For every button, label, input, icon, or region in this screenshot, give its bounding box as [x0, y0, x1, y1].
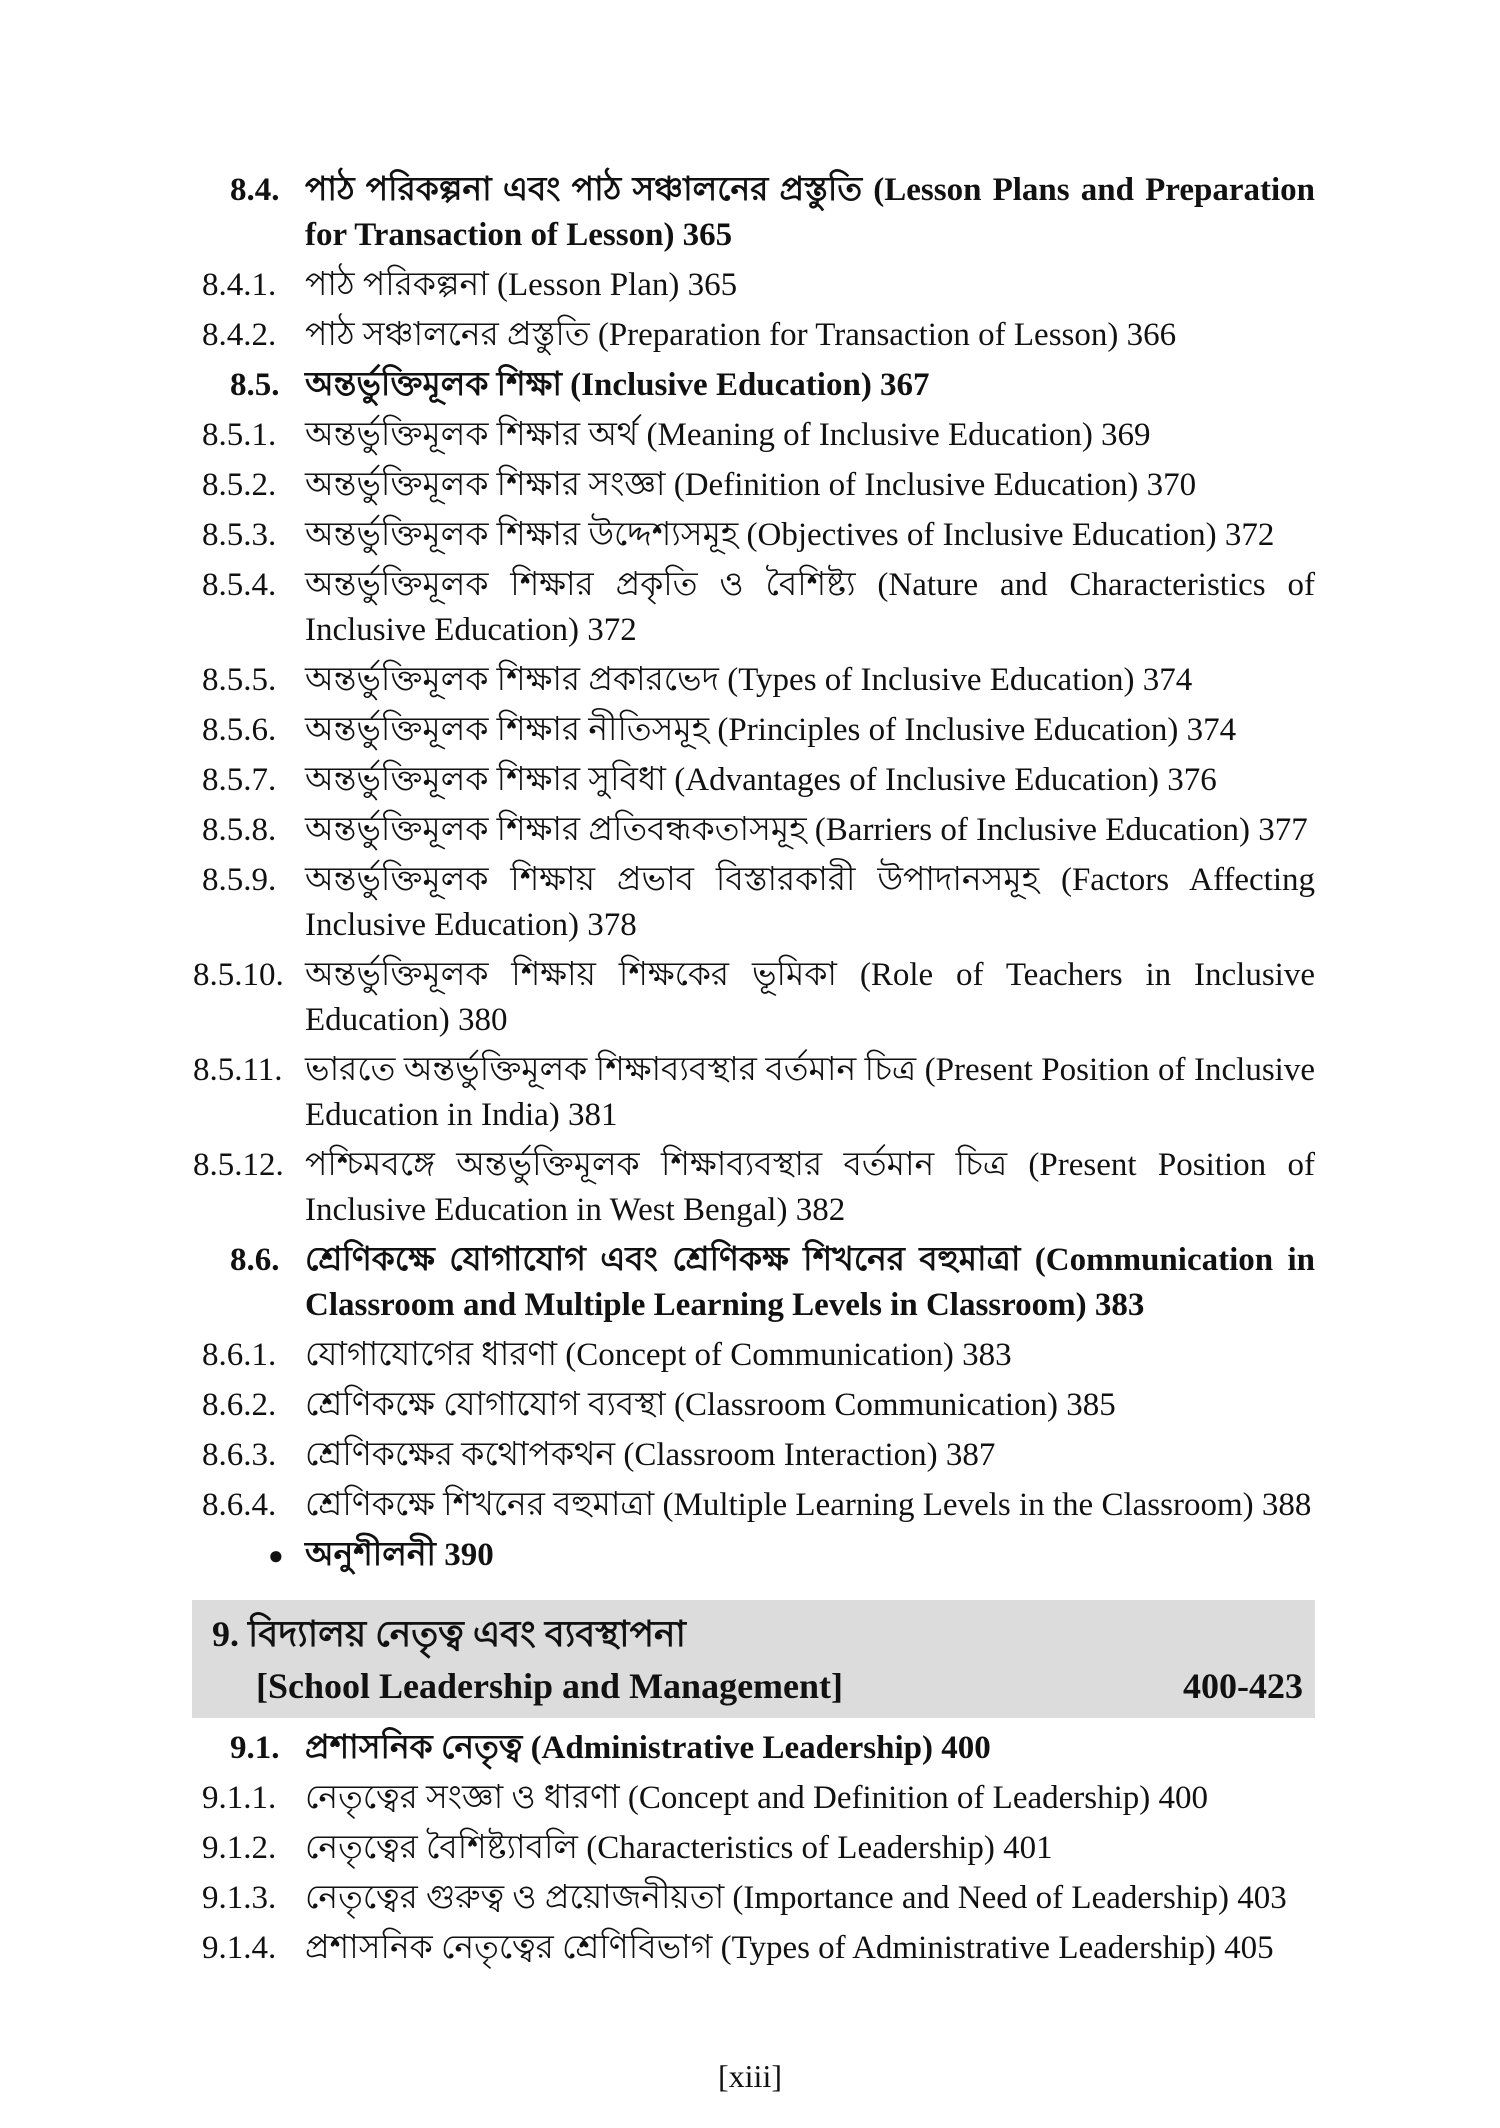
toc-number: 9.1.3. — [202, 1880, 277, 1916]
toc-number: 8.5.5. — [202, 662, 277, 698]
toc-text: পাঠ পরিকল্পনা (Lesson Plan) 365 — [305, 267, 738, 303]
toc-text: ভারতে অন্তর্ভুক্তিমূলক শিক্ষাব্যবস্থার বর্তমান চিত্র (Present Position of Inclusive Education in India) 381 — [305, 1052, 1315, 1133]
toc-number: 8.6.1. — [202, 1337, 277, 1373]
toc-entry — [190, 463, 1315, 508]
toc-entry — [190, 1776, 1315, 1821]
toc-text: নেতৃত্বের সংজ্ঞা ও ধারণা (Concept and Definition of Leadership) 400 — [305, 1780, 1208, 1816]
toc-text: যোগাযোগের ধারণা (Concept of Communication) 383 — [305, 1337, 1012, 1373]
toc-entry — [190, 1143, 1315, 1233]
toc-text: শ্রেণিকক্ষের কথোপকথন (Classroom Interaction) 387 — [305, 1437, 996, 1473]
toc-section — [190, 363, 1315, 408]
toc-text: নেতৃত্বের বৈশিষ্ট্যাবলি (Characteristics of Leadership) 401 — [305, 1830, 1053, 1866]
toc-number: 8.5.4. — [202, 567, 277, 603]
toc-text: পাঠ পরিকল্পনা এবং পাঠ সঞ্চালনের প্রস্তুতি (Lesson Plans and Preparation for Transaction of Lesson) 365 — [305, 172, 1315, 253]
toc-number: 9.1.4. — [202, 1930, 277, 1966]
toc-text: অন্তর্ভুক্তিমূলক শিক্ষার উদ্দেশ্যসমূহ (Objectives of Inclusive Education) 372 — [305, 517, 1275, 553]
toc-text: প্রশাসনিক নেতৃত্বের শ্রেণিবিভাগ (Types of Administrative Leadership) 405 — [305, 1930, 1274, 1966]
toc-number: 9.1.2. — [202, 1830, 277, 1866]
toc-number: 8.5.7. — [202, 762, 277, 798]
table-of-contents — [190, 168, 1315, 1971]
chapter-title-bengali: 9. বিদ্যালয় নেতৃত্ব এবং ব্যবস্থাপনা — [212, 1614, 686, 1654]
toc-number: 8.6.4. — [202, 1487, 277, 1523]
toc-section — [190, 1726, 1315, 1771]
toc-section — [190, 168, 1315, 258]
toc-text: অন্তর্ভুক্তিমূলক শিক্ষার সংজ্ঞা (Definition of Inclusive Education) 370 — [305, 467, 1197, 503]
chapter-title-line — [212, 1660, 1303, 1712]
toc-text: অন্তর্ভুক্তিমূলক শিক্ষায় শিক্ষকের ভূমিকা (Role of Teachers in Inclusive Education) 380 — [305, 957, 1315, 1038]
toc-number: 8.5.10. — [193, 957, 284, 993]
toc-text: শ্রেণিকক্ষে যোগাযোগ ব্যবস্থা (Classroom Communication) 385 — [305, 1387, 1116, 1423]
toc-number: 8.6. — [230, 1242, 280, 1278]
toc-text: নেতৃত্বের গুরুত্ব ও প্রয়োজনীয়তা (Importance and Need of Leadership) 403 — [305, 1880, 1287, 1916]
toc-entry — [190, 1433, 1315, 1478]
toc-entry — [190, 953, 1315, 1043]
toc-text: অন্তর্ভুক্তিমূলক শিক্ষার সুবিধা (Advantages of Inclusive Education) 376 — [305, 762, 1217, 798]
toc-text: শ্রেণিকক্ষে যোগাযোগ এবং শ্রেণিকক্ষ শিখনের বহুমাত্রা (Communication in Classroom and Multiple Learning Levels in Classroom) 383 — [305, 1242, 1315, 1323]
toc-entry — [190, 563, 1315, 653]
toc-number: 8.4. — [230, 172, 280, 208]
toc-number: 8.5.3. — [202, 517, 277, 553]
toc-number: 8.5.2. — [202, 467, 277, 503]
toc-entry — [190, 1926, 1315, 1971]
toc-number: 8.6.2. — [202, 1387, 277, 1423]
toc-text: অন্তর্ভুক্তিমূলক শিক্ষা (Inclusive Education) 367 — [305, 367, 930, 403]
page-number: [xiii] — [718, 2058, 782, 2094]
toc-entry — [190, 263, 1315, 308]
toc-text: শ্রেণিকক্ষে শিখনের বহুমাত্রা (Multiple Learning Levels in the Classroom) 388 — [305, 1487, 1312, 1523]
toc-entry — [190, 1826, 1315, 1871]
toc-entry — [190, 1333, 1315, 1378]
toc-text: পাঠ সঞ্চালনের প্রস্তুতি (Preparation for Transaction of Lesson) 366 — [305, 317, 1177, 353]
toc-text: পশ্চিমবঙ্গে অন্তর্ভুক্তিমূলক শিক্ষাব্যবস্থার বর্তমান চিত্র (Present Position of Inclusive Education in West Bengal) 382 — [305, 1147, 1315, 1228]
toc-entry — [190, 1483, 1315, 1528]
toc-text: অন্তর্ভুক্তিমূলক শিক্ষার প্রকারভেদ (Types of Inclusive Education) 374 — [305, 662, 1193, 698]
chapter-heading — [192, 1600, 1315, 1718]
toc-exercise — [190, 1533, 1315, 1578]
toc-number: 8.6.3. — [202, 1437, 277, 1473]
toc-number: 8.5.1. — [202, 417, 277, 453]
toc-entry — [190, 1383, 1315, 1428]
toc-text: অন্তর্ভুক্তিমূলক শিক্ষার প্রতিবন্ধকতাসমূহ (Barriers of Inclusive Education) 377 — [305, 812, 1308, 848]
toc-section — [190, 1238, 1315, 1328]
toc-number: 8.4.2. — [202, 317, 277, 353]
toc-number: 8.5. — [230, 367, 280, 403]
toc-text: অন্তর্ভুক্তিমূলক শিক্ষার অর্থ (Meaning of Inclusive Education) 369 — [305, 417, 1151, 453]
toc-entry — [190, 708, 1315, 753]
toc-number: 9.1. — [230, 1730, 280, 1766]
toc-entry — [190, 758, 1315, 803]
toc-text: অনুশীলনী 390 — [305, 1537, 494, 1573]
toc-entry — [190, 1048, 1315, 1138]
toc-text: অন্তর্ভুক্তিমূলক শিক্ষার নীতিসমূহ (Principles of Inclusive Education) 374 — [305, 712, 1237, 748]
toc-entry — [190, 808, 1315, 853]
toc-entry — [190, 313, 1315, 358]
toc-number: 9.1.1. — [202, 1780, 277, 1816]
toc-text: অন্তর্ভুক্তিমূলক শিক্ষায় প্রভাব বিস্তারকারী উপাদানসমূহ (Factors Affecting Inclusive Education) 378 — [305, 862, 1315, 943]
toc-number: 8.5.9. — [202, 862, 277, 898]
toc-entry — [190, 658, 1315, 703]
toc-number: 8.5.12. — [193, 1147, 284, 1183]
chapter-page-range: 400-423 — [1183, 1666, 1303, 1706]
toc-number: 8.5.6. — [202, 712, 277, 748]
bullet-icon: ● — [268, 1541, 284, 1570]
toc-number: 8.4.1. — [202, 267, 277, 303]
toc-entry — [190, 513, 1315, 558]
toc-text: প্রশাসনিক নেতৃত্ব (Administrative Leadership) 400 — [305, 1730, 991, 1766]
toc-number: 8.5.8. — [202, 812, 277, 848]
toc-entry — [190, 1876, 1315, 1921]
toc-text: অন্তর্ভুক্তিমূলক শিক্ষার প্রকৃতি ও বৈশিষ্ট্য (Nature and Characteristics of Inclusive Education) 372 — [305, 567, 1315, 648]
toc-entry — [190, 858, 1315, 948]
toc-entry — [190, 413, 1315, 458]
chapter-title-english: [School Leadership and Management] — [256, 1666, 844, 1706]
toc-number: 8.5.11. — [193, 1052, 283, 1088]
